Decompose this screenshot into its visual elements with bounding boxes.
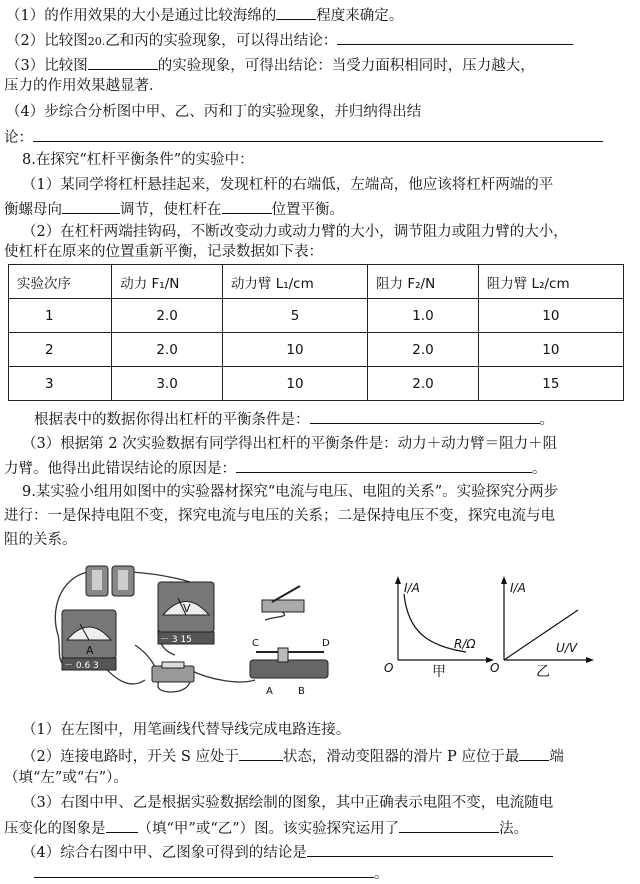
answer-blank[interactable] [34,862,374,878]
answer-blank[interactable] [222,198,272,214]
q8-3-text-b: 力臂。他得出此错误结论的原因是： [4,461,236,477]
q7-2-text-b: 乙和丙的实验现象，可以得出结论： [105,33,338,49]
q9-3-text-b: 压变化的图象是 [4,821,106,837]
table-cell: 2.0 [112,333,223,367]
table-row [9,367,624,401]
table-cell: 2.0 [368,333,479,367]
q7-4-text: （4）步综合分析图中甲、乙、丙和丁的实验现象，并归纳得出结 [6,104,422,120]
table-cell: 2.0 [368,367,479,401]
q8-line-1 [22,175,634,195]
answer-blank[interactable] [236,457,532,473]
q9-line-1 [22,482,634,502]
q9-1-text: （1）在左图中，用笔画线代替导线完成电路连接。 [22,722,351,738]
q7-1-text-end: 程度来确定。 [316,8,404,24]
table-cell: 10 [478,299,623,333]
q8-3-text: （3）根据第 2 次实验数据有同学得出杠杆的平衡条件是：动力＋动力臂＝阻力＋阻 [22,436,558,452]
q7-line-3 [6,54,634,76]
col-header: 动力 F₁/N [112,265,223,299]
q9-sub-2b [4,768,634,788]
ammeter-label: A [86,644,94,657]
rheostat-d-label: D [322,638,330,649]
figure-ref: 20. [87,35,106,48]
q8-line-4 [4,242,634,262]
q8-title-text: 8.在探究“杠杆平衡条件”的实验中： [22,152,254,168]
table-row [9,333,624,367]
q7-3-text-c: 压力的作用效果越显著． [4,78,164,94]
q8-title [22,150,634,170]
q9-sub-1 [22,720,634,740]
circuit-figure [40,560,340,700]
q8-line-6 [4,457,634,479]
q8-1-text-c: 调节，使杠杆在 [120,202,222,218]
answer-blank[interactable] [310,408,540,424]
q9-sub-3 [22,793,634,813]
table-row [9,299,624,333]
q7-4-text-b: 论： [4,130,33,146]
y-axis-label: I/A [510,581,526,595]
q8-2-text: （2）在杠杆两端挂钩码，不断改变动力或动力臂的大小，调节阻力或阻力臂的大小， [22,224,568,240]
col-header: 阻力 F₂/N [368,265,479,299]
q7-1-text: （1）的作用效果的大小是通过比较海绵的 [6,8,277,24]
q8-1-text: （1）某同学将杠杆悬挂起来，发现杠杆的右端低，左端高，他应该将杠杆两端的平 [22,177,554,193]
origin-label: O [384,661,394,675]
q9-sub-3b [4,817,634,839]
q8-1-text-d: 位置平衡。 [271,202,344,218]
q9-sub-4b [34,862,634,884]
q9-3-text-d: 法。 [499,821,529,837]
q8-after-table [34,408,634,430]
q9-line-2 [4,506,634,526]
col-header: 阻力臂 L₂/cm [478,265,623,299]
ammeter-terminals: － 0.6 3 [64,661,99,671]
answer-blank[interactable] [33,126,603,142]
answer-blank[interactable] [399,817,499,833]
table-cell: 3.0 [112,367,223,401]
graph-caption: 乙 [536,664,550,680]
col-header: 实验次序 [9,265,112,299]
resistor-icon [152,662,194,682]
y-axis-label: I/A [404,581,420,595]
table-cell: 10 [222,333,367,367]
table-header-row [9,265,624,299]
q9-sub-2 [22,745,634,767]
origin-label: O [490,661,500,675]
rheostat-c-label: C [252,638,259,649]
answer-blank[interactable] [519,745,549,761]
q9-2-text: （2）连接电路时，开关 S 应处于 [22,749,239,765]
q8-line-5 [22,434,634,454]
table-cell: 2.0 [112,299,223,333]
table-cell: 1.0 [368,299,479,333]
x-axis-label: U/V [556,641,578,655]
q9-2-text-b: 状态，滑动变阻器的滑片 P 应位于最 [282,749,520,765]
table-cell: 1 [9,299,112,333]
q7-line-5 [6,102,634,122]
q8-1-text-b: 衡螺母向 [4,202,62,218]
q9-line-3 [4,530,634,550]
q9-2-text-c: 端 [549,749,564,765]
answer-blank[interactable] [276,4,316,20]
q7-line-1 [6,4,634,26]
q7-line-4 [4,76,634,96]
answer-blank[interactable] [62,198,120,214]
table-cell: 10 [478,333,623,367]
q7-3-text: （3）比较图 [6,58,88,74]
q7-3-text-b: 的实验现象，可得出结论：当受力面积相同时，压力越大， [157,58,535,74]
rheostat-a-label: A [266,686,273,697]
period: 。 [532,461,547,477]
q9-2-text-d: （填“左”或“右”）。 [4,770,128,786]
arrow-up-icon [395,576,401,584]
lever-data-table [8,264,624,401]
answer-blank[interactable] [88,54,158,70]
battery-icon [86,566,134,596]
col-header: 动力臂 L₁/cm [222,265,367,299]
q8-line-2 [4,198,634,220]
q9-sub-4 [22,841,634,863]
period: 。 [374,866,389,882]
graph-yi [486,572,596,692]
voltmeter-terminals: － 3 15 [160,635,192,645]
switch-icon[interactable] [262,586,304,612]
answer-blank[interactable] [307,841,553,857]
q8-2-text-b: 使杠杆在原来的位置重新平衡，记录数据如下表： [4,244,323,260]
q8-conclusion-text: 根据表中的数据你得出杠杆的平衡条件是： [34,412,310,428]
q7-line-6 [4,126,634,148]
q9-3-text: （3）右图中甲、乙是根据实验数据绘制的图象，其中正确表示电阻不变，电流随电 [22,795,554,811]
rheostat-b-label: B [298,686,305,697]
answer-blank[interactable] [239,745,283,761]
q9-3-text-c: （填“甲”或“乙”）图。该实验探究运用了 [137,821,400,837]
answer-blank[interactable] [337,29,573,45]
table-cell: 15 [478,367,623,401]
q9-text: 9.某实验小组用如图中的实验器材探究“电流与电压、电阻的关系”。实验探究分两步 [22,484,559,500]
period: 。 [539,412,554,428]
q7-2-text: （2）比较图 [6,33,88,49]
x-axis-label: R/Ω [454,637,476,651]
q9-text-b: 进行：一是保持电阻不变，探究电流与电压的关系；二是保持电压不变，探究电流与电 [4,508,555,524]
q9-text-c: 阻的关系。 [4,532,77,548]
answer-blank[interactable] [106,817,138,833]
voltmeter-label: V [183,602,191,615]
q8-line-3 [22,222,634,242]
table-cell: 2 [9,333,112,367]
arrow-up-icon [501,576,507,584]
q9-4-text: （4）综合右图中甲、乙图象可得到的结论是 [22,845,307,861]
q7-line-2 [6,29,634,52]
table-cell: 10 [222,367,367,401]
graph-jia [378,572,498,692]
table-cell: 5 [222,299,367,333]
table-cell: 3 [9,367,112,401]
arrow-right-icon [586,657,594,663]
rheostat-icon[interactable] [250,648,328,678]
graph-caption: 甲 [432,664,446,680]
